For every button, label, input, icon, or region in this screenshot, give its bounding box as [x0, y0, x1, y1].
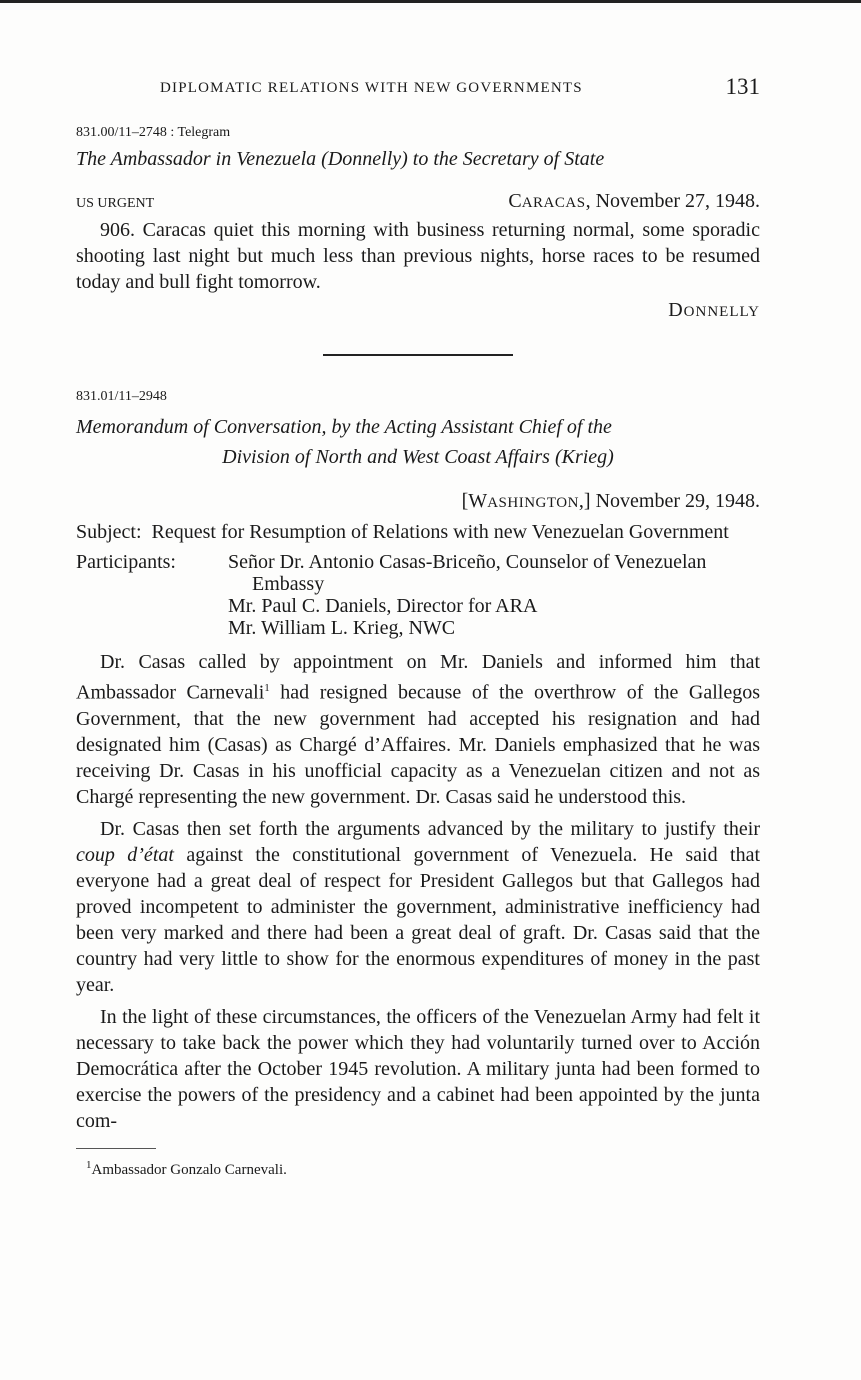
doc2-title-line2: Division of North and West Coast Affairs (Krieg): [222, 446, 614, 468]
doc1-signature-initial: D: [668, 299, 684, 321]
doc2-paragraph-2: [76, 816, 760, 998]
footnote-text: Ambassador Gonzalo Carnevali.: [91, 1161, 287, 1178]
footnote: [76, 1159, 760, 1179]
doc1-priority: US URGENT: [76, 196, 155, 211]
page: [76, 70, 760, 1179]
doc1-dateline: [508, 190, 760, 213]
top-rule: [0, 0, 861, 3]
page-number: 131: [725, 74, 760, 99]
doc2-date-place: ASHINGTON: [487, 495, 579, 511]
para2-text-a: Dr. Casas then set forth the arguments advanced by the military to justify their: [100, 817, 760, 840]
footnote-rule: [76, 1148, 156, 1149]
doc1-title: The Ambassador in Venezuela (Donnelly) to the Secretary of State: [76, 148, 605, 170]
doc1-place-rest: ARACAS: [521, 195, 586, 211]
participant-item: Mr. William L. Krieg, NWC: [228, 617, 456, 639]
doc2-dateline: [76, 490, 760, 513]
doc1-date: , November 27, 1948.: [585, 190, 760, 212]
doc2-date-rest: ,] November 29, 1948.: [578, 490, 760, 512]
doc1-file-ref: 831.00/11–2748 : Telegram: [76, 125, 231, 140]
doc2-paragraph-3: In the light of these circumstances, the officers of the Venezuelan Army had felt it necessary to take back the power which they had voluntarily turned over to Acción Democrática after the October 1945 revolution. A military junta had been formed to exercise the powers of the presidency and a cabinet had been appointed by the junta com-: [76, 1005, 760, 1132]
doc2-paragraph-1: [76, 649, 760, 810]
doc1-signature-rest: ONNELLY: [683, 304, 760, 320]
section-separator: [323, 354, 513, 356]
participant-row: [76, 617, 760, 639]
doc1-signature: [76, 299, 760, 322]
running-head: DIPLOMATIC RELATIONS WITH NEW GOVERNMENTS: [160, 80, 583, 96]
participant-item: Mr. Paul C. Daniels, Director for ARA: [228, 595, 538, 617]
doc1-body: 906. Caracas quiet this morning with business returning normal, some sporadic shooting last night but much less than previous nights, horse races to be resumed today and bull fight tomorrow.: [76, 219, 760, 293]
para2-italic: coup d’état: [76, 843, 174, 866]
participant-item: Señor Dr. Antonio Casas-Briceño, Counselor of Venezuelan Embassy: [228, 551, 707, 595]
subject-text: Request for Resumption of Relations with new Venezuelan Government: [151, 521, 729, 543]
participant-row: [76, 551, 760, 595]
doc2-file-ref: 831.01/11–2948: [76, 389, 167, 404]
page-header: [76, 70, 760, 110]
doc2-subject: [76, 521, 760, 543]
doc1-place-initial: C: [508, 190, 522, 212]
para1-text-b: had resigned because of the overthrow of the Gallegos Government, that the new government had accepted his resignation and had designated him (Casas) as Chargé d’Affaires. Mr. Daniels emphasized that he was receiving Dr. Casas in his unofficial capacity as a Venezuelan citizen and not as Chargé representing the new government. Dr. Casas said he understood this.: [76, 681, 760, 808]
doc2-date-open: [W: [461, 490, 488, 512]
participants-label: Participants:: [76, 551, 176, 573]
para2-text-b: against the constitutional government of Venezuela. He said that everyone had a great deal of respect for President Gallegos but that Gallegos had proved incompetent to administer the government, administrative inefficiency had been very marked and there had been a great deal of graft. Dr. Casas said that the country had very little to show for the enormous expenditures of money in the past year.: [76, 843, 761, 996]
para1-text-a: Dr. Casas called by appointment on Mr. Daniels and informed him that Ambassador Carnevali: [76, 651, 760, 704]
doc1-meta: [76, 190, 760, 213]
subject-label: Subject:: [76, 521, 142, 543]
doc2-title-line1: Memorandum of Conversation, by the Acting Assistant Chief of the: [76, 416, 612, 438]
doc2-participants: [76, 551, 760, 639]
footnote-ref: 1: [264, 682, 270, 694]
participant-row: [76, 595, 760, 617]
footnote-mark: 1: [86, 1158, 92, 1171]
